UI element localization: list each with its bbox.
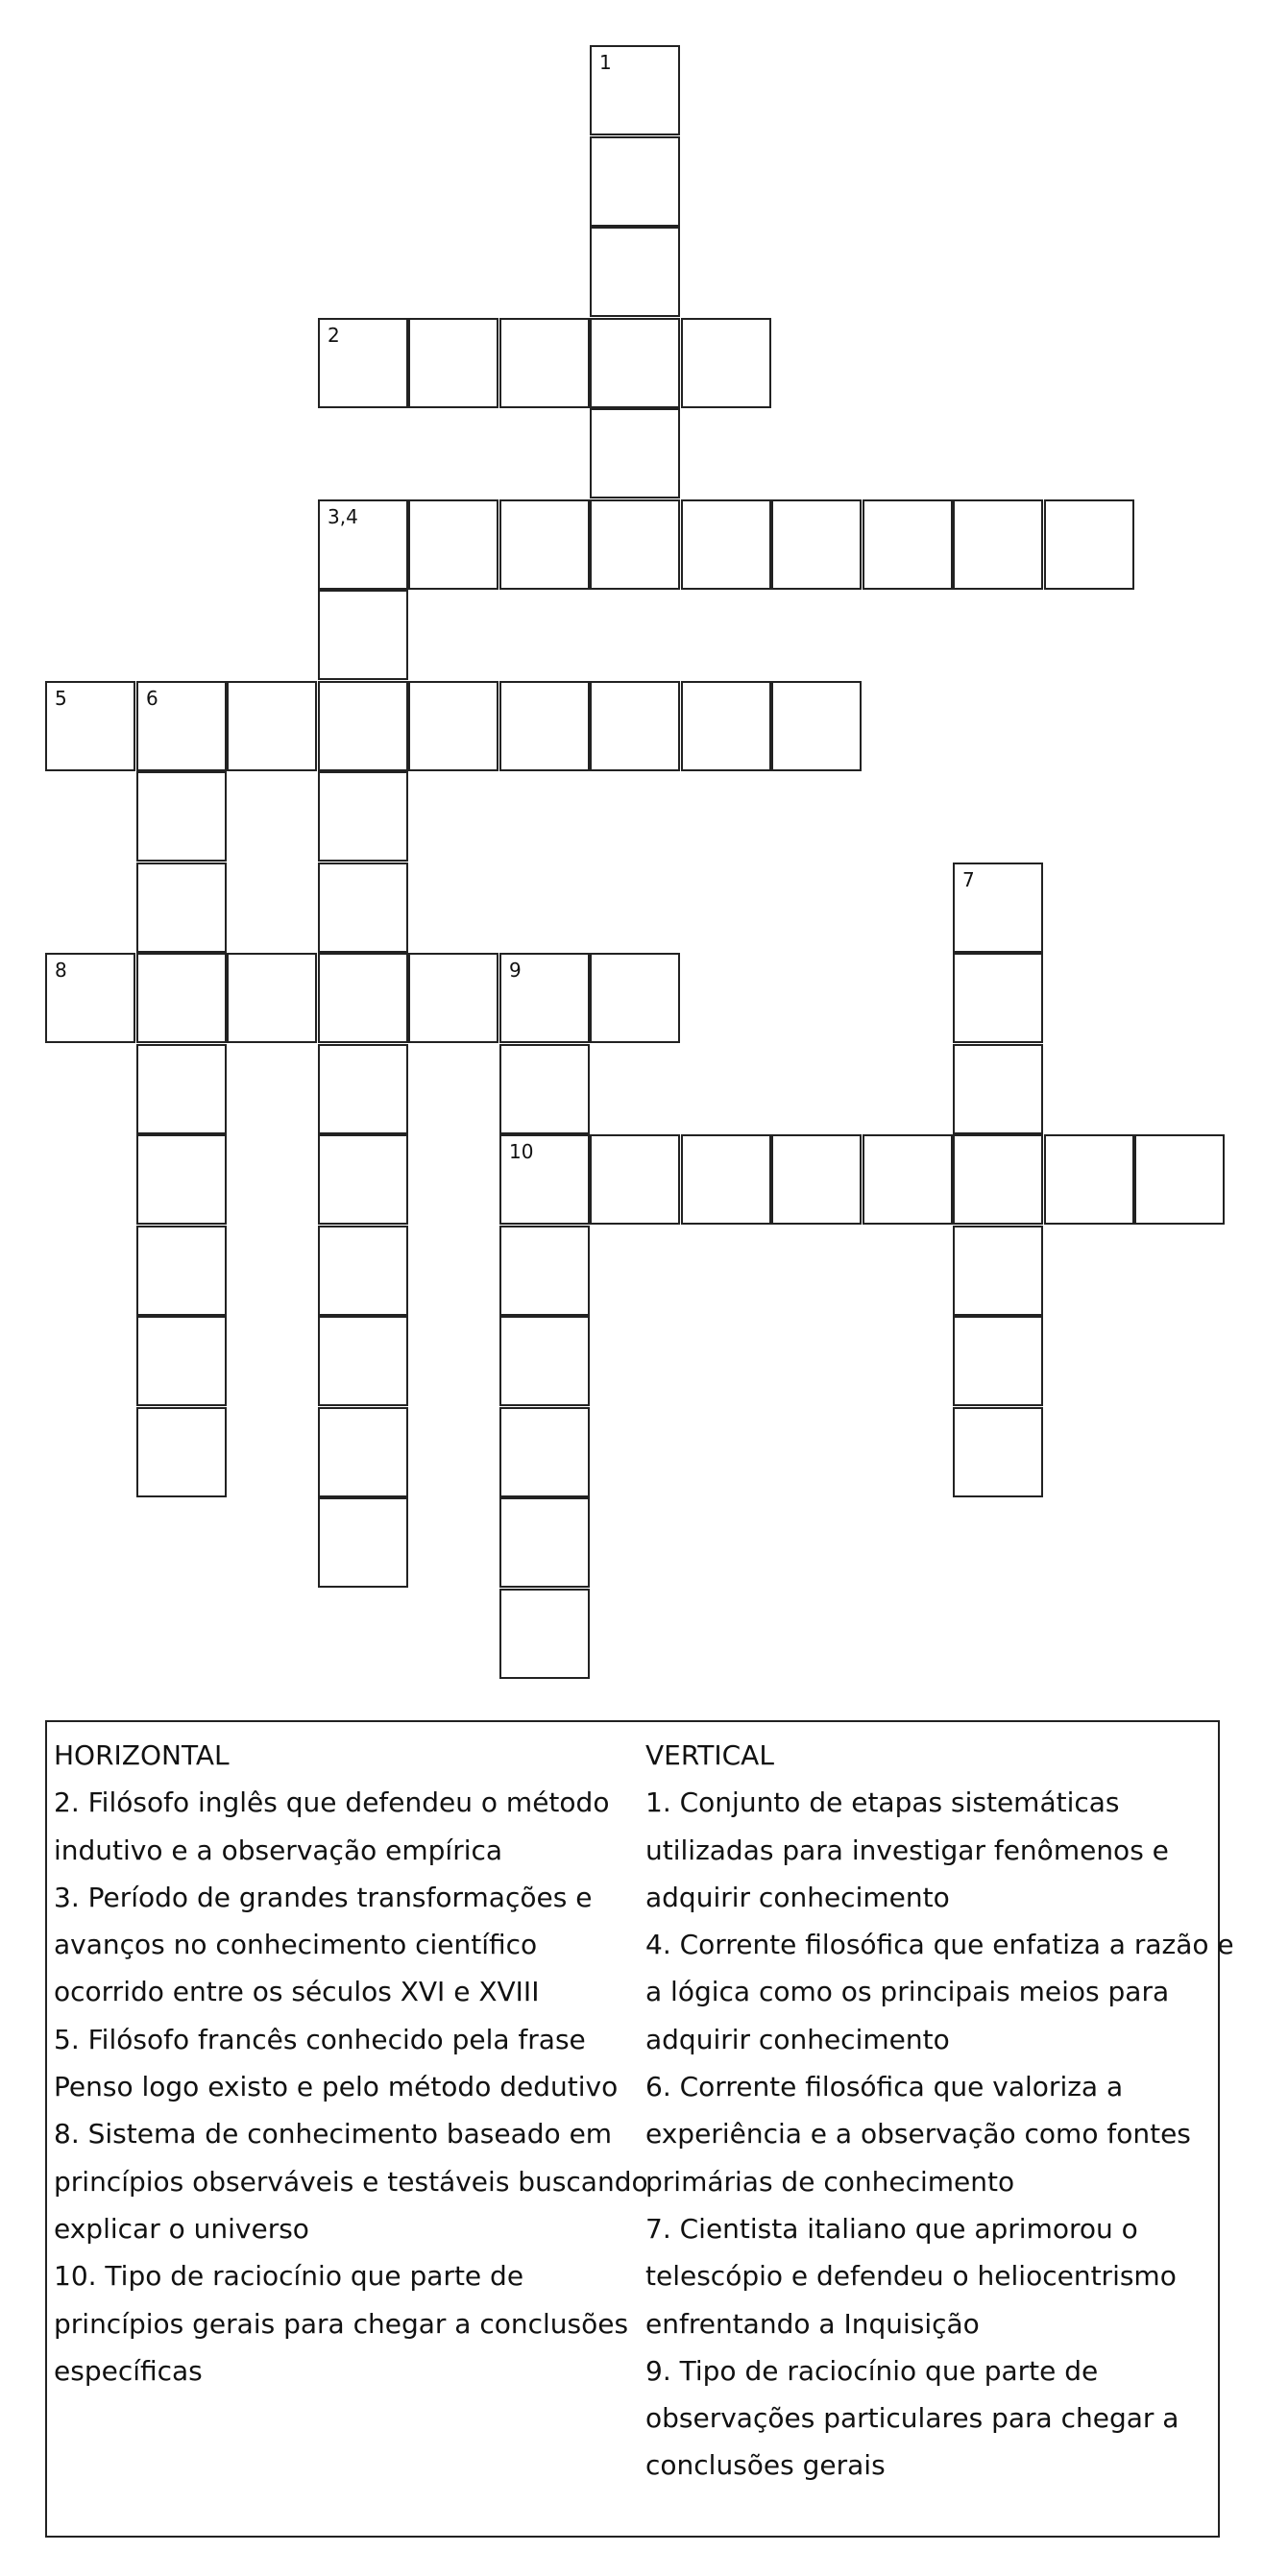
crossword-cell[interactable] bbox=[136, 771, 227, 862]
crossword-cell[interactable] bbox=[408, 318, 498, 408]
clue-line: conclusões gerais bbox=[645, 2449, 886, 2482]
crossword-cell[interactable] bbox=[318, 318, 408, 408]
crossword-cell[interactable] bbox=[499, 1316, 590, 1406]
crossword-cell[interactable] bbox=[318, 771, 408, 862]
clues-box bbox=[45, 1720, 1234, 2538]
crossword-cell[interactable] bbox=[863, 1134, 953, 1225]
clue-line: 8. Sistema de conhecimento baseado em bbox=[54, 2118, 613, 2151]
clue-line: observações particulares para chegar a bbox=[645, 2402, 1179, 2435]
clue-line: primárias de conhecimento bbox=[645, 2165, 1015, 2198]
clue-number: 10 bbox=[509, 1140, 534, 1163]
crossword-cell[interactable] bbox=[499, 1044, 590, 1134]
clue-line: utilizadas para investigar fenômenos e bbox=[645, 1834, 1169, 1866]
crossword-cell[interactable] bbox=[499, 953, 590, 1043]
crossword-cell[interactable] bbox=[1044, 1134, 1134, 1225]
crossword-cell[interactable] bbox=[590, 45, 680, 135]
clue-number: 2 bbox=[328, 324, 340, 347]
clue-number: 9 bbox=[509, 959, 522, 982]
clue-line: princípios observáveis e testáveis buscando bbox=[54, 2165, 648, 2198]
crossword-cell[interactable] bbox=[408, 499, 498, 590]
crossword-cell[interactable] bbox=[953, 1407, 1043, 1497]
crossword-cell[interactable] bbox=[318, 1316, 408, 1406]
crossword-cell[interactable] bbox=[681, 681, 771, 771]
crossword-cell[interactable] bbox=[318, 1134, 408, 1225]
clue-line: ocorrido entre os séculos XVI e XVIII bbox=[54, 1976, 540, 2008]
crossword-cell[interactable] bbox=[499, 318, 590, 408]
crossword-cell[interactable] bbox=[590, 318, 680, 408]
clue-line: 4. Corrente filosófica que enfatiza a razão e bbox=[645, 1929, 1234, 1961]
crossword-cell[interactable] bbox=[499, 1497, 590, 1588]
crossword-cell[interactable] bbox=[408, 681, 498, 771]
crossword-cell[interactable] bbox=[953, 1134, 1043, 1225]
crossword-cell[interactable] bbox=[136, 1316, 227, 1406]
crossword-cell[interactable] bbox=[136, 681, 227, 771]
crossword-cell[interactable] bbox=[1044, 499, 1134, 590]
clue-line: Penso logo existo e pelo método dedutivo bbox=[54, 2071, 619, 2103]
crossword-cell[interactable] bbox=[771, 1134, 862, 1225]
clue-line: experiência e a observação como fontes bbox=[645, 2118, 1191, 2151]
crossword-cell[interactable] bbox=[499, 499, 590, 590]
crossword-cell[interactable] bbox=[590, 953, 680, 1043]
clue-line: telescópio e defendeu o heliocentrismo bbox=[645, 2260, 1177, 2293]
horizontal-clues bbox=[54, 1732, 648, 2394]
crossword-cell[interactable] bbox=[45, 681, 135, 771]
crossword-cell[interactable] bbox=[953, 1226, 1043, 1316]
crossword-cell[interactable] bbox=[953, 953, 1043, 1043]
crossword-cell[interactable] bbox=[318, 1407, 408, 1497]
clue-number: 1 bbox=[599, 51, 612, 74]
crossword-cell[interactable] bbox=[318, 1044, 408, 1134]
crossword-cell[interactable] bbox=[953, 499, 1043, 590]
clue-line: 5. Filósofo francês conhecido pela frase bbox=[54, 2023, 586, 2055]
clue-line: 3. Período de grandes transformações e bbox=[54, 1881, 593, 1913]
crossword-cell[interactable] bbox=[499, 681, 590, 771]
crossword-cell[interactable] bbox=[499, 1134, 590, 1225]
clue-line: específicas bbox=[54, 2354, 203, 2387]
crossword-cell[interactable] bbox=[136, 1134, 227, 1225]
clue-number: 3,4 bbox=[328, 505, 358, 528]
crossword-cell[interactable] bbox=[953, 1044, 1043, 1134]
crossword-cell[interactable] bbox=[136, 1044, 227, 1134]
clue-line: explicar o universo bbox=[54, 2212, 309, 2245]
horizontal-heading: HORIZONTAL bbox=[54, 1739, 230, 1771]
crossword-cell[interactable] bbox=[136, 1407, 227, 1497]
crossword-cell[interactable] bbox=[590, 408, 680, 498]
crossword-cell[interactable] bbox=[45, 953, 135, 1043]
crossword-cell[interactable] bbox=[318, 590, 408, 680]
crossword-cell[interactable] bbox=[499, 1589, 590, 1679]
crossword-cell[interactable] bbox=[681, 499, 771, 590]
crossword-cell[interactable] bbox=[136, 1226, 227, 1316]
crossword-cell[interactable] bbox=[681, 1134, 771, 1225]
crossword-cell[interactable] bbox=[681, 318, 771, 408]
crossword-cell[interactable] bbox=[318, 1226, 408, 1316]
crossword-cell[interactable] bbox=[590, 681, 680, 771]
crossword-cell[interactable] bbox=[953, 1316, 1043, 1406]
crossword-cell[interactable] bbox=[408, 953, 498, 1043]
crossword-cell[interactable] bbox=[590, 1134, 680, 1225]
crossword-cell[interactable] bbox=[863, 499, 953, 590]
crossword-cell[interactable] bbox=[136, 953, 227, 1043]
crossword-cell[interactable] bbox=[136, 863, 227, 953]
clue-line: 2. Filósofo inglês que defendeu o método bbox=[54, 1786, 610, 1819]
clue-line: 9. Tipo de raciocínio que parte de bbox=[645, 2354, 1099, 2387]
clue-line: adquirir conhecimento bbox=[645, 1881, 950, 1913]
clue-line: princípios gerais para chegar a conclusões bbox=[54, 2307, 629, 2340]
crossword-cell[interactable] bbox=[590, 227, 680, 317]
clue-number: 6 bbox=[146, 687, 158, 710]
clue-line: a lógica como os principais meios para bbox=[645, 1976, 1170, 2008]
crossword-cell[interactable] bbox=[318, 863, 408, 953]
crossword-cell[interactable] bbox=[953, 863, 1043, 953]
crossword-cell[interactable] bbox=[1134, 1134, 1225, 1225]
clue-line: avanços no conhecimento científico bbox=[54, 1929, 538, 1961]
crossword-cell[interactable] bbox=[771, 499, 862, 590]
vertical-clues bbox=[645, 1732, 1234, 2490]
crossword-cell[interactable] bbox=[499, 1226, 590, 1316]
crossword-cell[interactable] bbox=[227, 681, 317, 771]
crossword-cell[interactable] bbox=[771, 681, 862, 771]
crossword-cell[interactable] bbox=[227, 953, 317, 1043]
clue-number: 7 bbox=[962, 868, 975, 891]
crossword-cell[interactable] bbox=[318, 1497, 408, 1588]
clue-number: 5 bbox=[55, 687, 67, 710]
clue-line: 1. Conjunto de etapas sistemáticas bbox=[645, 1786, 1120, 1819]
crossword-cell[interactable] bbox=[499, 1407, 590, 1497]
crossword-cell[interactable] bbox=[318, 499, 408, 590]
clue-line: 10. Tipo de raciocínio que parte de bbox=[54, 2260, 524, 2293]
crossword-cell[interactable] bbox=[590, 499, 680, 590]
clue-line: 6. Corrente filosófica que valoriza a bbox=[645, 2071, 1124, 2103]
clue-line: adquirir conhecimento bbox=[645, 2023, 950, 2055]
crossword-cell[interactable] bbox=[590, 136, 680, 227]
clue-number: 8 bbox=[55, 959, 67, 982]
crossword-cell[interactable] bbox=[318, 953, 408, 1043]
clue-line: 7. Cientista italiano que aprimorou o bbox=[645, 2212, 1138, 2245]
crossword-cell[interactable] bbox=[318, 681, 408, 771]
clue-line: indutivo e a observação empírica bbox=[54, 1834, 503, 1866]
vertical-heading: VERTICAL bbox=[645, 1739, 774, 1771]
clue-line: enfrentando a Inquisição bbox=[645, 2307, 980, 2340]
